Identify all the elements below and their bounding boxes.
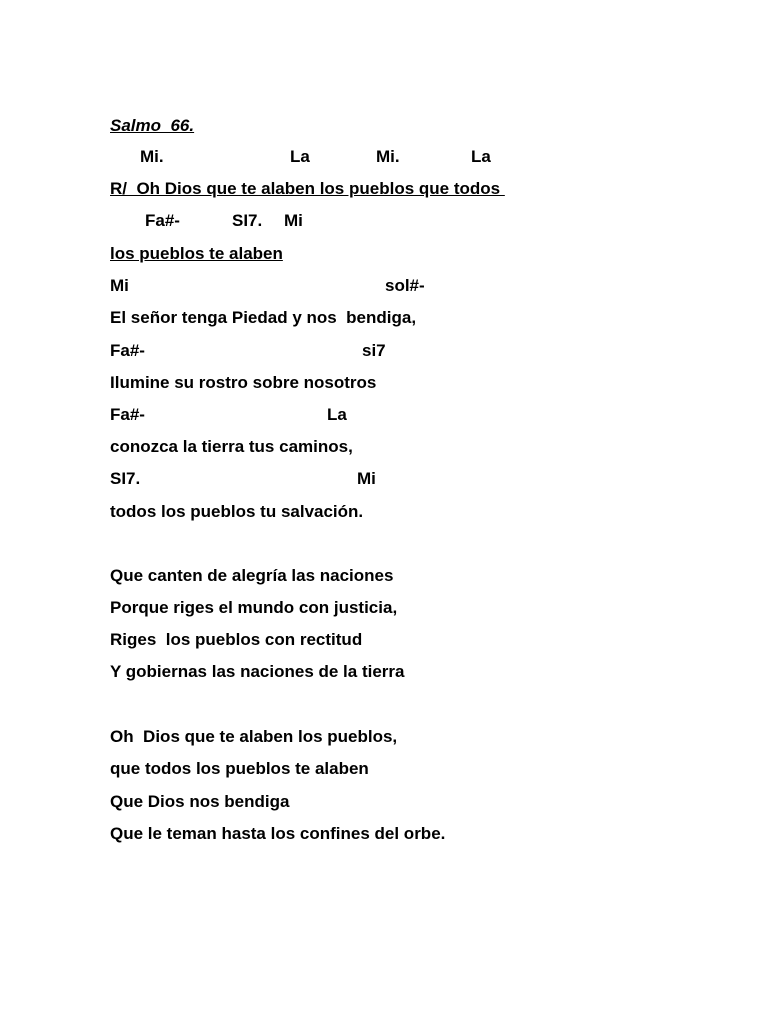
chord: La [327, 405, 347, 424]
chord: SI7. [232, 211, 263, 230]
psalm-title: Salmo 66. [110, 116, 195, 135]
chord: Mi [284, 211, 303, 230]
chord: Mi. [140, 147, 164, 166]
lyric-line: Porque riges el mundo con justicia, [110, 598, 398, 617]
lyric-line: El señor tenga Piedad y nos bendiga, [110, 308, 417, 327]
lyric-line: que todos los pueblos te alaben [110, 759, 369, 778]
lyric-line: conozca la tierra tus caminos, [110, 437, 353, 456]
lyric-line: Y gobiernas las naciones de la tierra [110, 662, 405, 681]
lyric-line: Que le teman hasta los confines del orbe. [110, 824, 446, 843]
lyric-line: Ilumine su rostro sobre nosotros [110, 373, 377, 392]
chord: Fa#- [110, 341, 145, 360]
chord: si7 [362, 341, 386, 360]
lyric-line: Que canten de alegría las naciones [110, 566, 394, 585]
chord: Mi [110, 276, 129, 295]
chord: Mi [357, 469, 376, 488]
chord: SI7. [110, 469, 141, 488]
chord: Fa#- [145, 211, 180, 230]
lyric-line: Que Dios nos bendiga [110, 792, 290, 811]
lyric-line: Riges los pueblos con rectitud [110, 630, 363, 649]
chord: sol#- [385, 276, 425, 295]
refrain-line-2: los pueblos te alaben [110, 244, 283, 263]
chord: Fa#- [110, 405, 145, 424]
chord: Mi. [376, 147, 400, 166]
chord: La [471, 147, 491, 166]
refrain-line-1: R/ Oh Dios que te alaben los pueblos que todos [110, 179, 505, 198]
lyric-line: todos los pueblos tu salvación. [110, 502, 364, 521]
chord: La [290, 147, 310, 166]
lyric-line: Oh Dios que te alaben los pueblos, [110, 727, 398, 746]
